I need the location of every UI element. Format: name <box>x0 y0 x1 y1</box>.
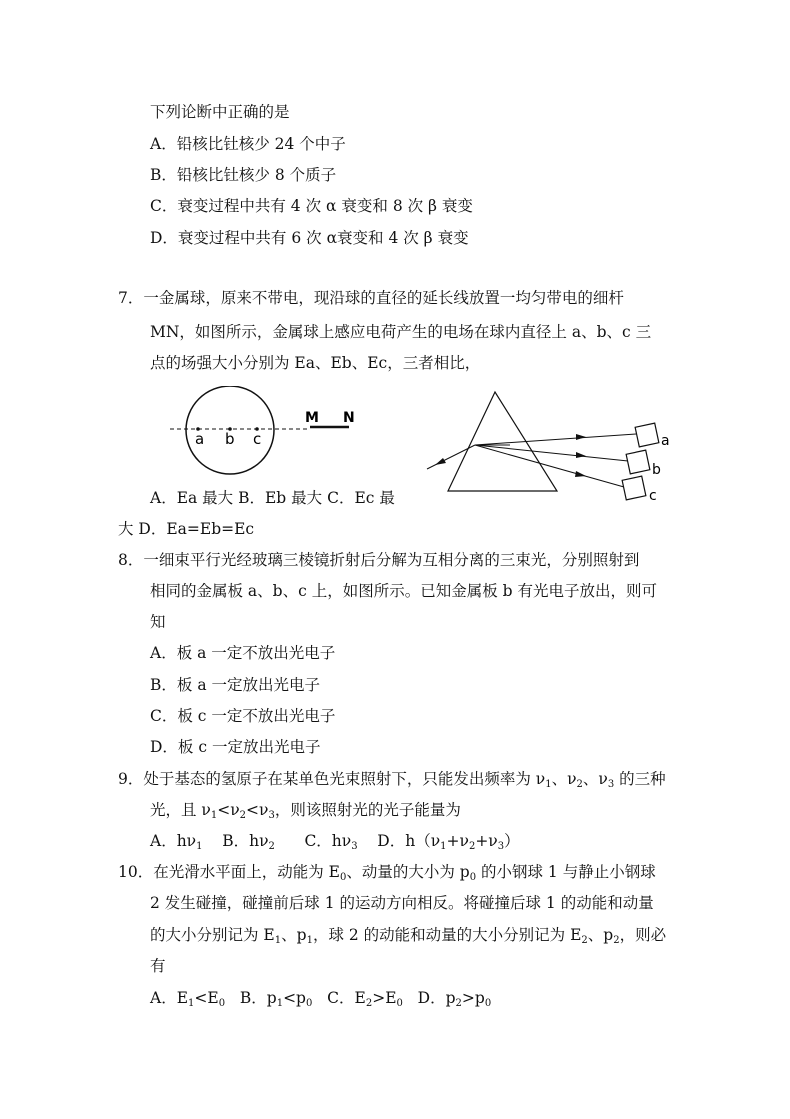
q7-line-1: 7．一金属球，原来不带电，现沿球的直径的延长线放置一均匀带电的细杆 <box>118 289 624 307</box>
q9-option-b: B．$h\nu_2$ <box>222 832 275 852</box>
ray-a <box>475 434 636 445</box>
ray-c <box>475 445 624 487</box>
q7-line-2: MN，如图所示，金属球上感应电荷产生的电场在球内直径上 a、b、c 三 <box>150 323 652 341</box>
q10-option-a: A．$E_1<E_0$ <box>150 989 226 1009</box>
label-a: a <box>195 430 205 448</box>
q8-option-a: A．板 a 一定不放出光电子 <box>150 644 336 662</box>
ray-b <box>475 445 628 461</box>
label-c: c <box>253 430 262 448</box>
q10-line-3: 的大小分别记为 $E_1$、$p_1$，球 2 的动能和动量的大小分别记为 $E_2$、$p_2$，则必 <box>150 926 667 946</box>
label-n: N <box>343 410 355 426</box>
q10-option-d: D．$p_2>p_0$ <box>417 989 492 1009</box>
q8-line-1: 8．一细束平行光经玻璃三棱镜折射后分解为互相分离的三束光，分别照射到 <box>118 551 640 569</box>
label-b: b <box>225 430 235 448</box>
q6-stem-tail: 下列论断中正确的是 <box>150 103 290 121</box>
incident-ray <box>427 445 475 469</box>
q10-line-1: 10．在光滑水平面上，动能为 $E_0$、动量的大小为 $p_0$ 的小钢球 1 与静止小钢球 <box>118 863 656 883</box>
plate-label-a: a <box>661 433 670 449</box>
q8-option-c: C．板 c 一定不放出光电子 <box>150 707 336 725</box>
label-m: M <box>305 410 319 426</box>
plate-label-c: c <box>649 488 657 504</box>
incident-arrow <box>435 458 446 465</box>
q9-option-c: C．$h\nu_3$ <box>304 832 358 852</box>
arrow-c <box>575 471 586 477</box>
q8-option-d: D．板 c 一定放出光电子 <box>150 738 321 756</box>
q9-option-d: D．$h(\nu_1+\nu_2+\nu_3)$ <box>377 832 520 852</box>
plate-b <box>626 450 650 474</box>
q9-options <box>150 831 520 851</box>
q10-line-2: 2 发生碰撞，碰撞前后球 1 的运动方向相反。将碰撞后球 1 的动能和动量 <box>150 894 654 912</box>
q8-line-2: 相同的金属板 a、b、c 上，如图所示。已知金属板 b 有光电子放出，则可 <box>150 582 657 600</box>
q8-line-3: 知 <box>150 613 166 631</box>
sphere-rod-figure <box>165 386 365 486</box>
q9-option-a: A．$h\nu_1$ <box>150 832 203 852</box>
plate-c <box>622 476 646 500</box>
q9-line-2: 光，且 $\nu_1<\nu_2<\nu_3$，则该照射光的光子能量为 <box>150 801 461 821</box>
q10-option-b: B．$p_1<p_0$ <box>239 989 313 1009</box>
arrow-a <box>576 434 586 440</box>
q7-options-line-2: 大 D．Ea=Eb=Ec <box>118 520 255 538</box>
plate-label-b: b <box>652 462 661 478</box>
q6-option-a: A．铅核比钍核少 24 个中子 <box>150 135 346 153</box>
q10-line-4: 有 <box>150 957 166 975</box>
prism <box>448 392 557 491</box>
q10-option-c: C．$E_2>E_0$ <box>327 989 403 1009</box>
q6-option-d: D．衰变过程中共有 6 次 α衰变和 4 次 β 衰变 <box>150 229 469 247</box>
arrow-b <box>576 452 586 458</box>
q9-line-1: 9．处于基态的氢原子在某单色光束照射下，只能发出频率为 $\nu_1$、$\nu_2$、$\nu_3$ 的三种 <box>118 770 666 790</box>
q7-options-line-1: A．Ea 最大 B．Eb 最大 C．Ec 最 <box>150 489 395 507</box>
q6-option-b: B．铅核比钍核少 8 个质子 <box>150 166 337 184</box>
q6-option-c: C．衰变过程中共有 4 次 α 衰变和 8 次 β 衰变 <box>150 197 473 215</box>
q8-option-b: B．板 a 一定放出光电子 <box>150 676 320 694</box>
plate-a <box>635 423 659 447</box>
q10-options <box>150 988 491 1008</box>
q7-line-3: 点的场强大小分别为 Ea、Eb、Ec，三者相比， <box>150 354 481 372</box>
prism-figure <box>420 390 680 515</box>
